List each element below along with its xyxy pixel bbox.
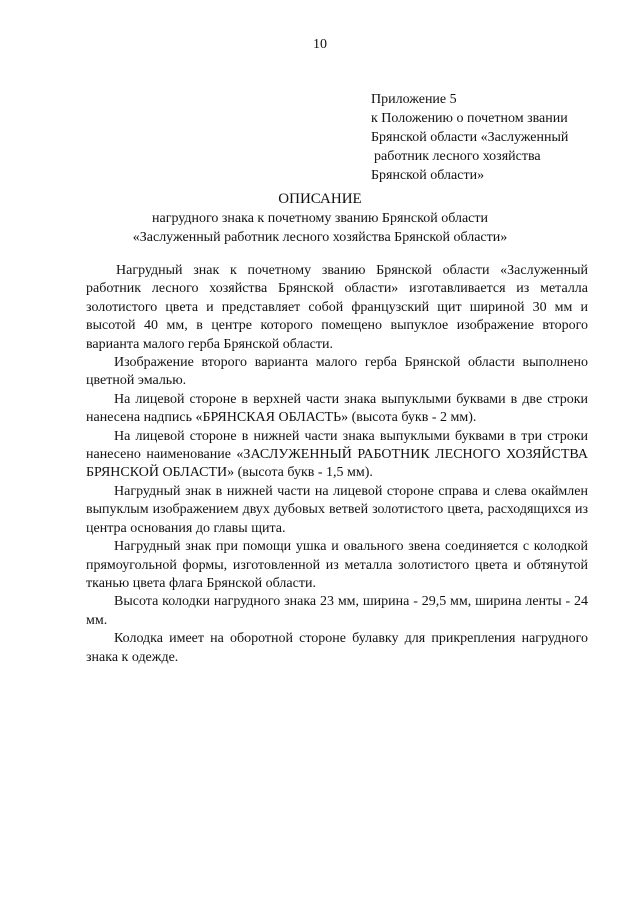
paragraph: Колодка имеет на оборотной стороне булавку для прикрепления нагрудного знака к одежде. xyxy=(86,631,588,665)
title-subline: нагрудного знака к почетному званию Брянской области xyxy=(152,211,488,226)
appendix-line: к Положению о почетном звании xyxy=(371,111,568,126)
appendix-line: Брянской области» xyxy=(371,168,485,183)
paragraph: На лицевой стороне в верхней части знака выпуклыми буквами в две строки нанесена надпись «БРЯНСКАЯ ОБЛАСТЬ» (высота букв - 2 мм). xyxy=(86,391,588,426)
appendix-line: Брянской области «Заслуженный xyxy=(371,130,569,145)
paragraph: Нагрудный знак к почетному званию Брянской области «Заслуженный работник лесного хозяйства Брянской области» изготавливается из металла золотистого цвета и представляет собой французский щит шириной 30 мм и высотой 40 мм, в центре которого помещено выпуклое изображение второго варианта малого герба Брянской области. xyxy=(86,263,588,352)
paragraph: Изображение второго варианта малого герба Брянской области выполнено цветной эмалью. xyxy=(86,355,588,389)
paragraph: Высота колодки нагрудного знака 23 мм, ширина - 29,5 мм, ширина ленты - 24 мм. xyxy=(86,594,588,628)
paragraph: Нагрудный знак в нижней части на лицевой стороне справа и слева окаймлен выпуклым изображением двух дубовых ветвей золотистого цвета, расходящихся из центра основания до главы щита. xyxy=(86,483,588,536)
title-heading: ОПИСАНИЕ xyxy=(278,191,362,207)
appendix-line: Приложение 5 xyxy=(371,92,457,107)
paragraph: На лицевой стороне в нижней части знака выпуклыми буквами в три строки нанесено наименование «ЗАСЛУЖЕННЫЙ РАБОТНИК ЛЕСНОГО ХОЗЯЙСТВА БРЯНСКОЙ ОБЛАСТИ» (высота букв - 1,5 мм). xyxy=(86,428,588,481)
appendix-note xyxy=(371,90,568,185)
document-title xyxy=(0,190,640,247)
title-subline: «Заслуженный работник лесного хозяйства Брянской области» xyxy=(132,230,508,245)
page-number: 10 xyxy=(313,37,327,52)
paragraph: Нагрудный знак при помощи ушка и овального звена соединяется с колодкой прямоугольной формы, изготовленной из металла золотистого цвета и обтянутой тканью цвета флага Брянской области. xyxy=(86,539,588,591)
appendix-line: работник лесного хозяйства xyxy=(374,149,541,164)
document-body xyxy=(86,262,588,667)
